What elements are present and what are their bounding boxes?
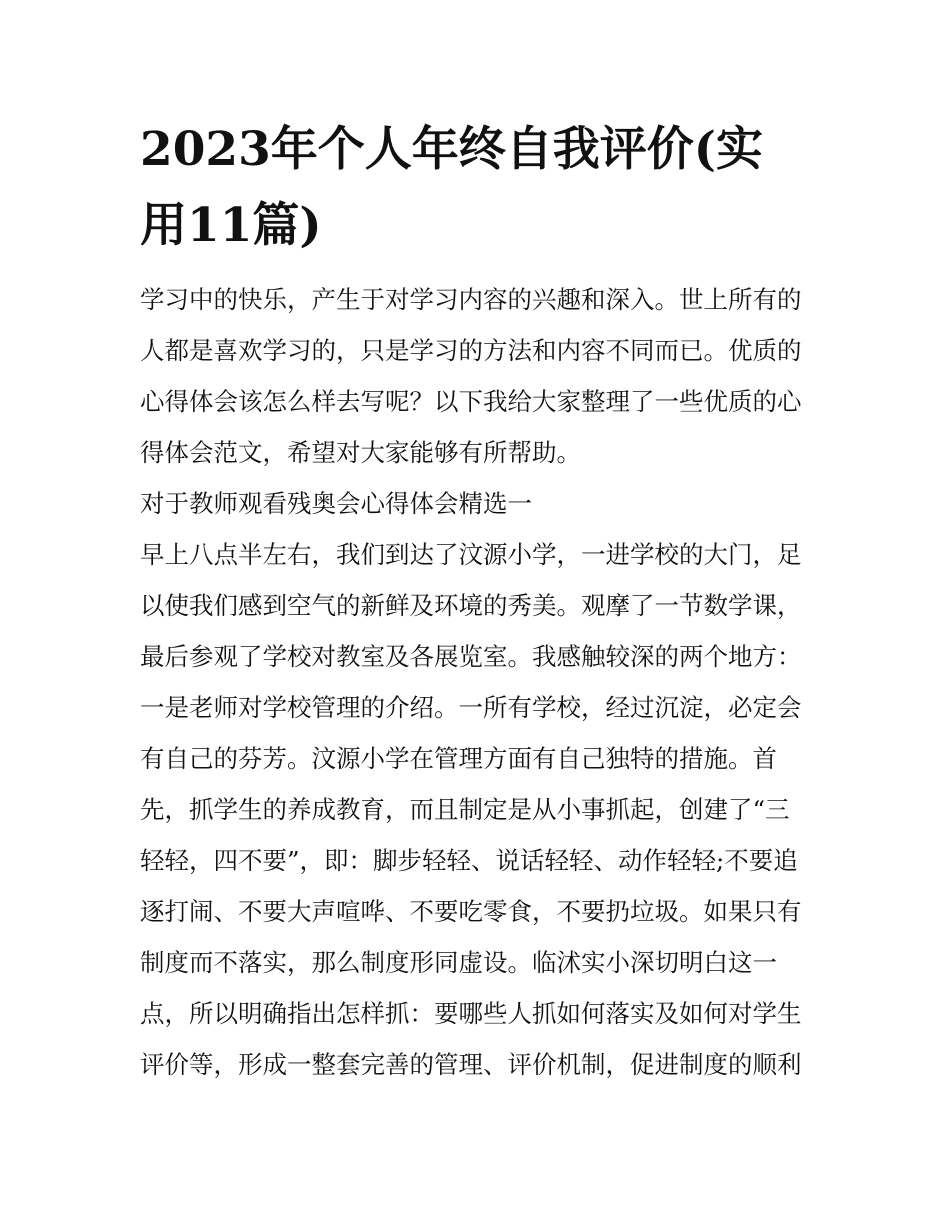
body-paragraph: [140, 529, 812, 1090]
section-heading-text: 对于教师观看残奥会心得体会精选一: [140, 489, 532, 518]
body-line: 先，抓学生的养成教育，而且制定是从小事抓起，创建了“三: [140, 795, 790, 824]
body-line: 点，所以明确指出怎样抓：要哪些人抓如何落实及如何对学生: [140, 999, 802, 1028]
title-line: 用11篇): [140, 198, 322, 253]
body-line: 最后参观了学校对教室及各展览室。我感触较深的两个地方：: [140, 642, 802, 671]
body-line: 早上八点半左右，我们到达了汶源小学，一进学校的大门，足: [140, 540, 802, 569]
body-line: 有自己的芬芳。汶源小学在管理方面有自己独特的措施。首: [140, 744, 777, 773]
body-line: 一是老师对学校管理的介绍。一所有学校，经过沉淀，必定会: [140, 693, 802, 722]
body-line: 制度而不落实，那么制度形同虚设。临沭实小深切明白这一: [140, 948, 777, 977]
intro-line: 学习中的快乐，产生于对学习内容的兴趣和深入。世上所有的: [140, 285, 802, 314]
document-content: [140, 112, 812, 1090]
document-title: [140, 112, 812, 264]
intro-line: 得体会范文，希望对大家能够有所帮助。: [140, 438, 581, 467]
intro-paragraph: [140, 274, 812, 478]
body-line: 逐打闹、不要大声喧哗、不要吃零食，不要扔垃圾。如果只有: [140, 897, 802, 926]
document-body: [140, 274, 812, 1090]
section-heading: [140, 478, 812, 529]
title-line: 2023年个人年终自我评价(实: [140, 122, 764, 177]
intro-line: 心得体会该怎么样去写呢？以下我给大家整理了一些优质的心: [140, 387, 802, 416]
intro-line: 人都是喜欢学习的，只是学习的方法和内容不同而已。优质的: [140, 336, 802, 365]
body-line: 轻轻，四不要”，即：脚步轻轻、说话轻轻、动作轻轻;不要追: [140, 846, 798, 875]
body-line: 以使我们感到空气的新鲜及环境的秀美。观摩了一节数学课，: [140, 591, 802, 620]
body-line: 评价等，形成一整套完善的管理、评价机制，促进制度的顺利: [140, 1050, 802, 1079]
